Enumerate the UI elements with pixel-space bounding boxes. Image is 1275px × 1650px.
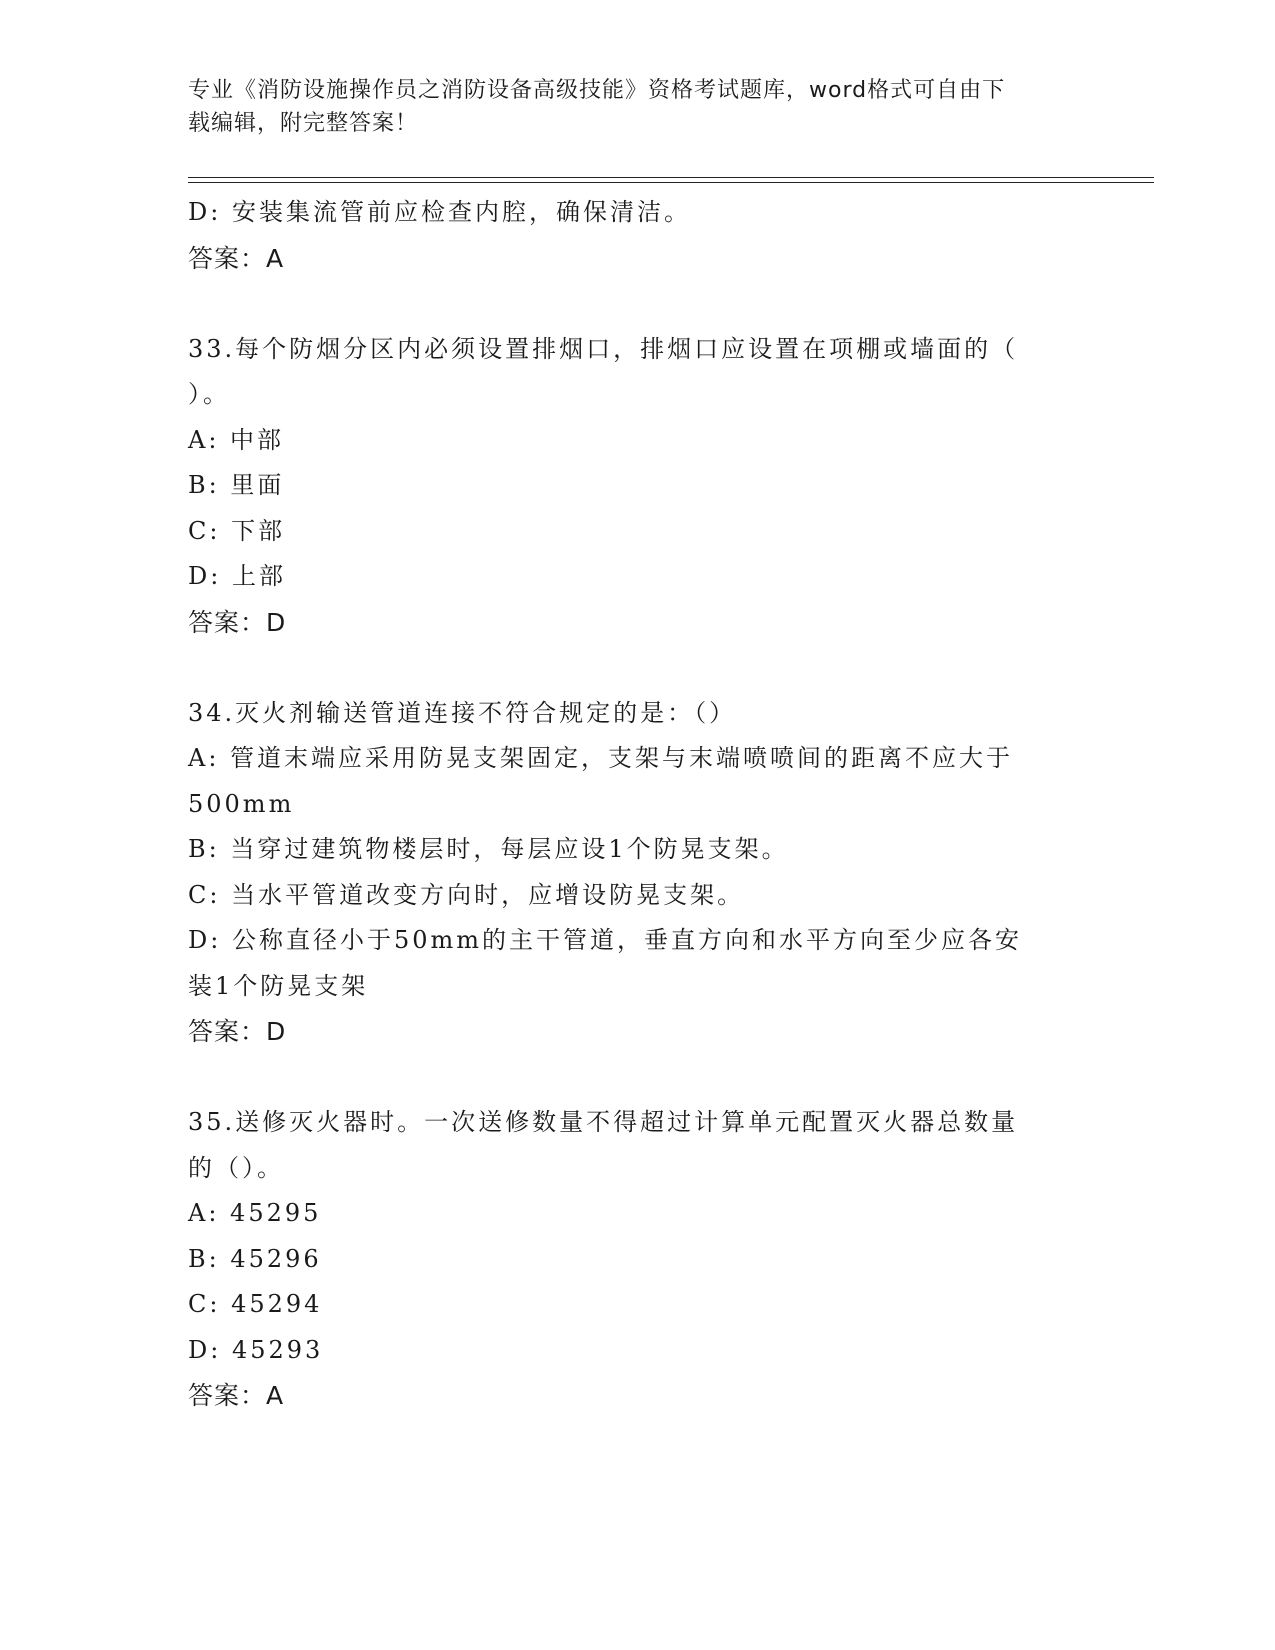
header-line-2: 载编辑，附完整答案！: [188, 111, 419, 136]
answer-line: 答案：D: [188, 1017, 287, 1046]
spacer: [188, 1055, 1088, 1101]
previous-question-tail: [188, 190, 1088, 281]
option-d: D: 公称直径小于50mm的主干管道，垂直方向和水平方向至少应各安: [188, 926, 1023, 954]
header-divider-top: [188, 177, 1154, 178]
answer-line: 答案：A: [188, 243, 285, 273]
option-b: B: 45296: [188, 1244, 322, 1273]
question-stem: 35.送修灭火器时。一次送修数量不得超过计算单元配置灭火器总数量: [188, 1108, 1019, 1136]
spacer: [188, 281, 1088, 327]
header-divider-bottom: [188, 182, 1154, 183]
option-d-continued: 装1个防晃支架: [188, 971, 369, 1000]
document-header: [188, 74, 1088, 140]
question-stem: 33.每个防烟分区内必须设置排烟口，排烟口应设置在项棚或墙面的（: [188, 334, 1019, 363]
option-b: B: 里面: [188, 471, 285, 499]
option-c: C: 45294: [188, 1290, 323, 1318]
question-stem: 的（）。: [188, 1153, 284, 1182]
question-34: [188, 691, 1088, 1055]
question-stem: 34.灭火剂输送管道连接不符合规定的是：（）: [188, 698, 737, 727]
option-a: A: 中部: [188, 425, 285, 454]
answer-line: 答案：D: [188, 607, 287, 637]
option-a: A: 管道末端应采用防晃支架固定，支架与末端喷喷间的距离不应大于: [188, 744, 1014, 772]
option-c: C: 当水平管道改变方向时，应增设防晃支架。: [188, 880, 745, 909]
option-d: D: 45293: [188, 1335, 324, 1364]
option-c: C: 下部: [188, 516, 286, 545]
option-b: B: 当穿过建筑物楼层时，每层应设1个防晃支架。: [188, 835, 789, 863]
option-a-continued: 500mm: [188, 789, 295, 818]
question-content: [188, 190, 1088, 1419]
question-33: [188, 327, 1088, 646]
option-d: D: 上部: [188, 562, 286, 590]
spacer: [188, 645, 1088, 691]
header-line-1: 专业《消防设施操作员之消防设备高级技能》资格考试题库，word格式可自由下: [188, 78, 1006, 103]
option-a: A: 45295: [188, 1199, 322, 1227]
question-35: [188, 1100, 1088, 1419]
answer-line: 答案：A: [188, 1381, 285, 1410]
question-stem: ）。: [188, 380, 230, 408]
option-d: D: 安装集流管前应检查内腔，确保清洁。: [188, 198, 691, 226]
